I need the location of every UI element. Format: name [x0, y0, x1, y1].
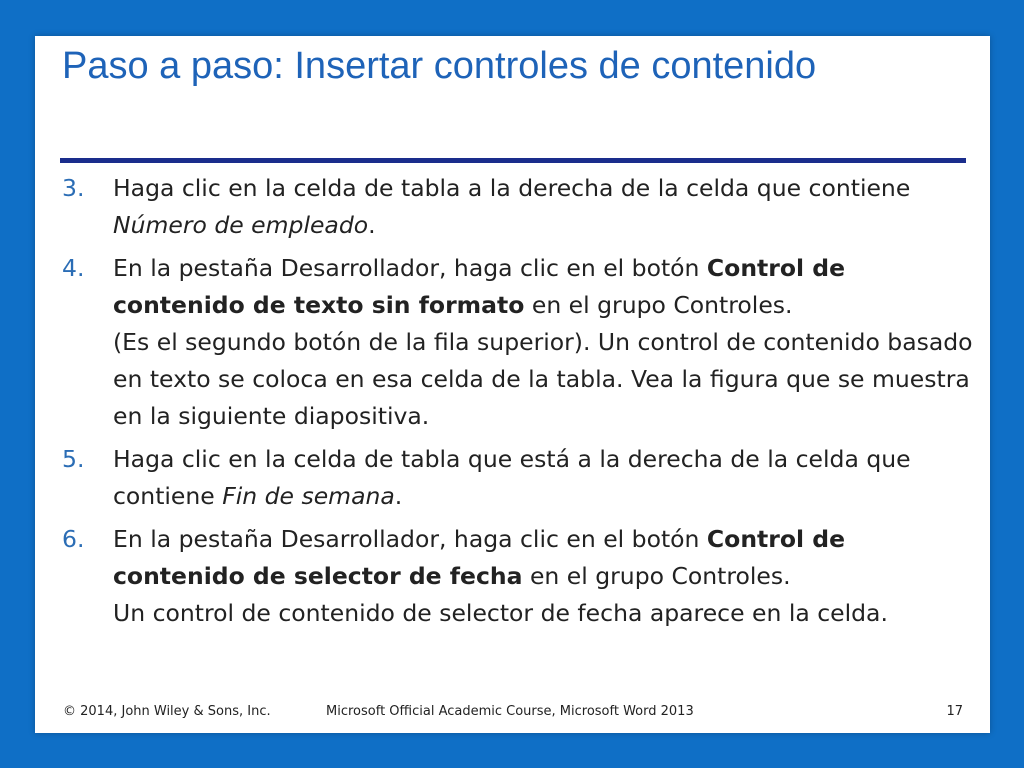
slide-content	[62, 170, 977, 638]
italic-term: Número de empleado	[113, 211, 369, 239]
list-item-5	[62, 441, 977, 515]
footer-copyright: © 2014, John Wiley & Sons, Inc.	[63, 704, 271, 719]
italic-term: Fin de semana	[222, 482, 395, 510]
list-number: 3.	[62, 174, 85, 202]
slide	[35, 36, 990, 733]
item-text: Haga clic en la celda de tabla que está a la derecha de la celda que contiene Fin de semana.	[113, 445, 911, 510]
list-item-6	[62, 521, 977, 632]
list-number: 6.	[62, 525, 85, 553]
list-number: 5.	[62, 445, 85, 473]
title-divider	[60, 158, 966, 163]
footer-page-number: 17	[946, 704, 963, 719]
footer-course: Microsoft Official Academic Course, Microsoft Word 2013	[326, 704, 694, 719]
list-item-4	[62, 250, 977, 435]
bold-term: Control de contenido de selector de fecha	[113, 525, 846, 590]
item-text: Haga clic en la celda de tabla a la derecha de la celda que contiene Número de empleado.	[113, 174, 911, 239]
item-text-continued: Un control de contenido de selector de fecha aparece en la celda.	[113, 599, 888, 627]
item-text-continued: (Es el segundo botón de la fila superior). Un control de contenido basado en texto se coloca en esa celda de la tabla. Vea la figura que se muestra en la siguiente diapositiva.	[113, 328, 973, 430]
list-number: 4.	[62, 254, 85, 282]
bold-term: Control de contenido de texto sin formato	[113, 254, 846, 319]
item-text: En la pestaña Desarrollador, haga clic en el botón Control de contenido de selector de fecha en el grupo Controles.	[113, 525, 846, 590]
slide-title: Paso a paso: Insertar controles de contenido	[62, 45, 817, 87]
item-text: En la pestaña Desarrollador, haga clic en el botón Control de contenido de texto sin formato en el grupo Controles.	[113, 254, 846, 319]
list-item-3	[62, 170, 977, 244]
